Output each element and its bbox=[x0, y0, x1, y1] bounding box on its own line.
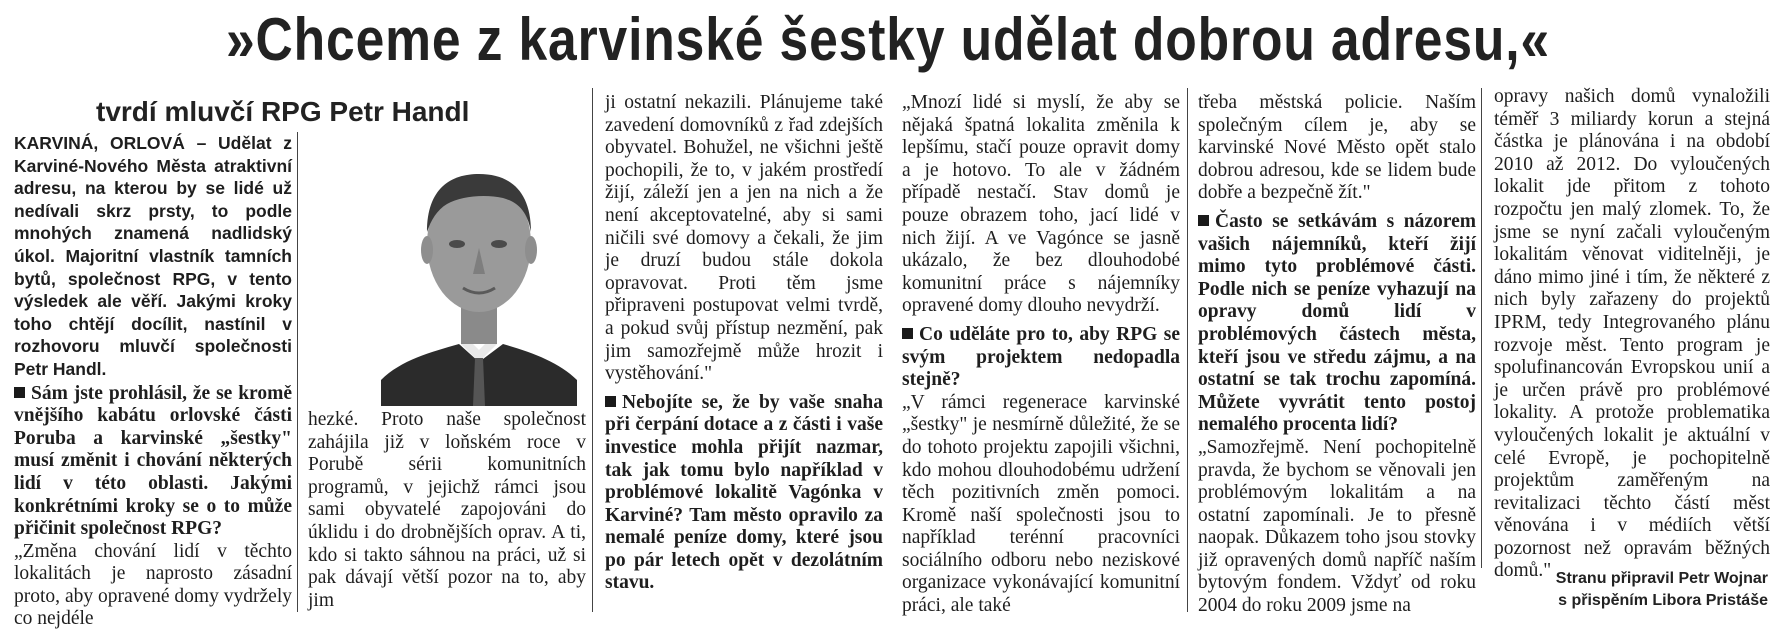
portrait-of-petr-handl bbox=[381, 148, 577, 406]
column-rule bbox=[297, 132, 298, 612]
subheadline: tvrdí mluvčí RPG Petr Handl bbox=[96, 96, 470, 127]
column-rule bbox=[592, 88, 593, 612]
question-3: Co uděláte pro to, aby RPG se svým projektem nedopadla stejně? bbox=[902, 323, 1180, 391]
answer-1-end: ji ostatní nekazili. Plánujeme také zavedení domovníků z řad zdejších obyvatel. Bohužel, ne všichni ještě pochopili, že to, v jakém prostředí žijí, záleží jen a jen na nich a že není akceptovatelné, aby si sami ničili své domovy a čekali, že jim je druzí budou stále dokola opravovat. Proti těm jsme připraveni postupovat velmi tvrdě, a pokud svůj přístup nezmění, pak jim samozřejmě může hrozit i vystěhování." bbox=[605, 92, 883, 385]
answer-3-continued: třeba městská policie. Naším společným cílem je, aby se karvinské Nové Město opět stalo dobrou adresou, kde se lidem bude dobře a bezpečně žít." bbox=[1198, 92, 1476, 204]
portrait-photo bbox=[381, 148, 577, 406]
bullet-square-icon bbox=[605, 396, 616, 407]
question-4: Často se setkávám s názorem vašich nájemníků, kteří žijí mimo tyto problémové části. Podle nich se peníze vyhazují na opravy domů lidí v problémových částech města, kteří jsou ve středu zájmu, a na ostatní se tak trochu zapomíná. Můžete vyvrátit tento postoj nemalého procenta lidí? bbox=[1198, 210, 1476, 436]
column-3 bbox=[605, 92, 883, 595]
column-rule bbox=[1481, 88, 1482, 568]
answer-1: „Změna chování lidí v těchto lokalitách je naprosto zásadní proto, aby opravené domy vydržely co nejdéle bbox=[14, 540, 292, 630]
column-1 bbox=[14, 132, 292, 631]
column-rule bbox=[1187, 88, 1188, 612]
answer-1-continued: hezké. Proto naše společnost zahájila již v loňském roce v Porubě sérii komunitních programů, v jejichž rámci jsou sami obyvatelé zapojováni do úklidu i do drobnějších oprav. A ti, kdo si takto sáhnou na práci, už si pak dávají větší pozor na to, aby jim bbox=[308, 409, 586, 611]
answer-3: „V rámci regenerace karvinské „šestky" je nesmírně důležité, že se do tohoto projektu zapojili všichni, kdo mohou dlouhodobému udržení těch pozitivních změn pomoci. Kromě naší společnosti jsou to například terénní pracovníci sociálního odboru nebo neziskové organizace vykonávající komunitní práci, ale také bbox=[902, 391, 1180, 617]
answer-4-continued: opravy našich domů vynaložili téměř 3 miliardy korun a stejná částka je plánována i na období 2010 až 2012. Do vyloučených lokalit jde přitom z tohoto rozpočtu jen malý zlomek. To, že jsme se nyní začali vyloučeným lokalitám věnovat viditelněji, je dáno mimo jiné i tím, že některé z nich byly zařazeny do projektů IPRM, tedy Integrovaného plánu rozvoje měst. Tento program je spolufinancován Evropskou unií a je určen právě pro problémové lokality. A protože problematika vyloučených lokalit je aktuální v celé Evropě, je pochopitelně projektům zaměřeným na revitalizaci těchto částí měst věnována i v médiích větší pozornost než opravám běžných domů." bbox=[1494, 86, 1770, 582]
answer-4: „Samozřejmě. Není pochopitelně pravda, že bychom se věnovali jen problémovým lokalitám a na ostatní zapomínali. Je to přesně naopak. Důkazem toho jsou stovky již opravených domů napříč naším bytovým fondem. Vždyť od roku 2004 do roku 2009 jsme na bbox=[1198, 436, 1476, 617]
headline: »Chceme z karvinské šestky udělat dobrou adresu,« bbox=[225, 6, 1551, 73]
author-credit bbox=[1556, 568, 1768, 612]
credit-line-1: Stranu připravil Petr Wojnar bbox=[1555, 570, 1768, 587]
credit-line-2: s přispěním Libora Pristáše bbox=[1558, 592, 1768, 609]
bullet-square-icon bbox=[1198, 215, 1209, 226]
column-5 bbox=[1198, 92, 1476, 618]
bullet-square-icon bbox=[14, 387, 25, 398]
bullet-square-icon bbox=[902, 328, 913, 339]
column-2 bbox=[308, 409, 586, 612]
column-4 bbox=[902, 92, 1180, 618]
question-1: Sám jste prohlásil, že se kromě vnějšího kabátu orlovské části Poruba a karvinské „šestky" musí změnit i chování některých lidí v této oblasti. Jakými konkrétními kroky se o to může přičinit společnost RPG? bbox=[14, 382, 292, 540]
column-6 bbox=[1494, 86, 1770, 583]
answer-2: „Mnozí lidé si myslí, že aby se nějaká špatná lokalita změnila k lepšímu, stačí pouze opravit domy a je hotovo. To ale v žádném případě nestačí. Stav domů je pouze obrazem toho, jací lidé v nich žijí. A ve Vagónce se jasně ukázalo, že bez dlouhodobé komunitní práce s nájemníky opravené domy dlouho nevydrží. bbox=[902, 92, 1180, 317]
lead-paragraph: KARVINÁ, ORLOVÁ – Udělat z Karviné-Nového Města atraktivní adresu, na kterou by se lidé už nedívali skrz prsty, to podle mnohých znamená nadlidský úkol. Majoritní vlastník tamních bytů, společnost RPG, v tento výsledek ale věří. Jakými kroky toho chtějí docílit, nastínil v rozhovoru mluvčí společnosti Petr Handl. bbox=[14, 133, 292, 379]
question-2: Nebojíte se, že by vaše snaha při čerpání dotace a z části i vaše investice mohla přijít nazmar, tak jak tomu bylo například v problémové lokalitě Vagónka v Karviné? Tam město opravilo za nemalé peníze domy, které jsou po pár letech opět v dezolátním stavu. bbox=[605, 391, 883, 594]
